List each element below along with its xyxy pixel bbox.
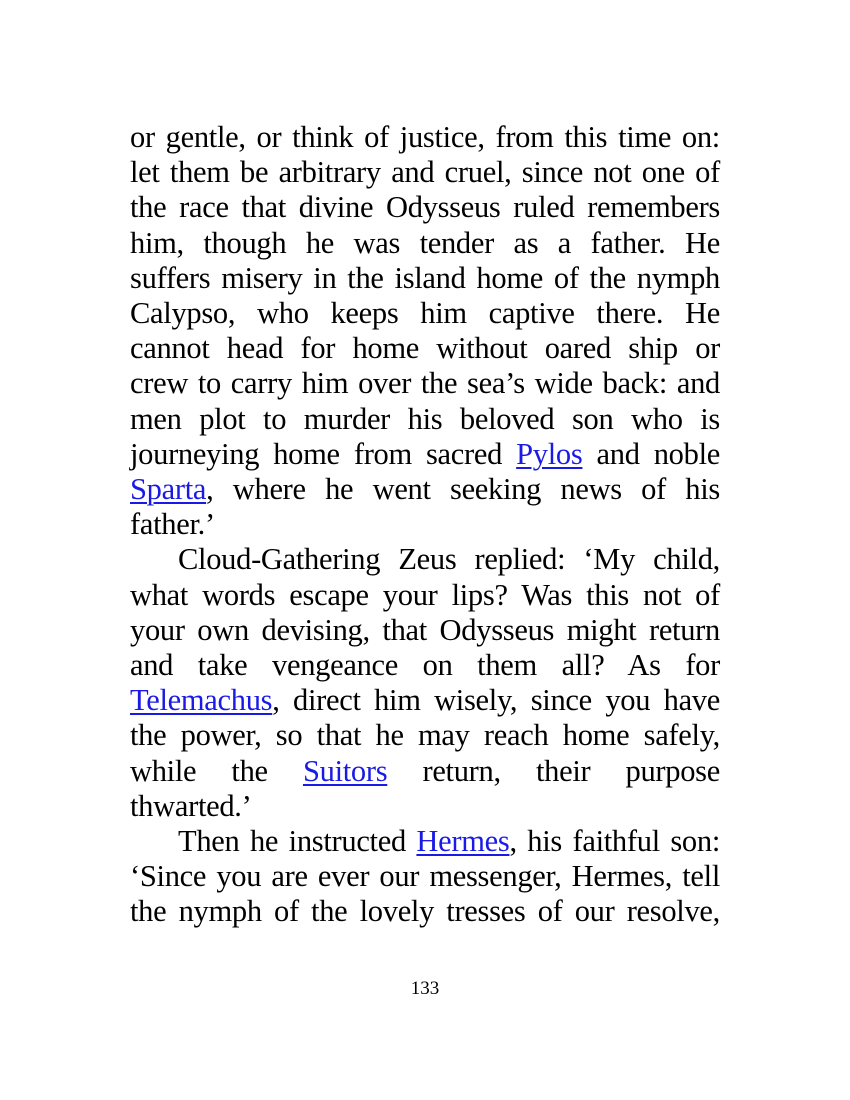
text-line: let them be arbitrary and cruel, since not one of <box>130 155 720 190</box>
text-segment: return, their purpose <box>387 753 720 788</box>
sparta-link[interactable]: Sparta <box>130 472 207 507</box>
text-line: suffers misery in the island home of the nymph <box>130 260 720 295</box>
text-segment: journeying home from sacred <box>130 436 517 471</box>
text-line: father.’ <box>130 507 215 542</box>
text-line: your own devising, that Odysseus might return <box>130 612 720 647</box>
text-line: what words escape your lips? Was this not of <box>130 577 720 612</box>
text-line: ‘Since you are ever our messenger, Hermes, tell <box>130 859 720 894</box>
text-line: or gentle, or think of justice, from this time on: <box>130 120 720 154</box>
text-line: Cloud-Gathering Zeus replied: ‘My child, <box>178 542 720 577</box>
text-line: thwarted.’ <box>130 788 252 823</box>
text-line <box>130 472 720 507</box>
body-text <box>130 120 720 930</box>
text-line <box>130 437 720 472</box>
text-segment: and noble <box>582 436 720 471</box>
text-line: him, though he was tender as a father. He <box>130 225 720 260</box>
hermes-link[interactable]: Hermes <box>416 824 510 859</box>
text-segment: Then he instructed <box>178 824 417 859</box>
page-number: 133 <box>410 978 440 999</box>
suitors-link[interactable]: Suitors <box>302 753 388 788</box>
text-line <box>130 683 720 718</box>
text-segment: , direct him wisely, since you have <box>272 683 720 718</box>
text-segment: , where he went seeking news of his <box>206 472 720 507</box>
text-segment: , his faithful son: <box>509 824 721 859</box>
telemachus-link[interactable]: Telemachus <box>130 683 273 718</box>
text-line <box>130 824 720 859</box>
text-line: cannot head for home without oared ship or <box>130 331 720 366</box>
text-line: crew to carry him over the sea’s wide back: and <box>130 366 720 401</box>
text-line <box>130 754 720 789</box>
text-line: and take vengeance on them all? As for <box>130 648 720 683</box>
text-line: men plot to murder his beloved son who is <box>130 401 720 436</box>
text-line: Calypso, who keeps him captive there. He <box>130 296 720 331</box>
text-line: the nymph of the lovely tresses of our resolve, <box>130 894 720 929</box>
text-line: the race that divine Odysseus ruled remembers <box>130 190 720 225</box>
text-segment: while the <box>130 753 303 788</box>
text-line: the power, so that he may reach home safely, <box>130 718 720 753</box>
pylos-link[interactable]: Pylos <box>516 436 583 471</box>
